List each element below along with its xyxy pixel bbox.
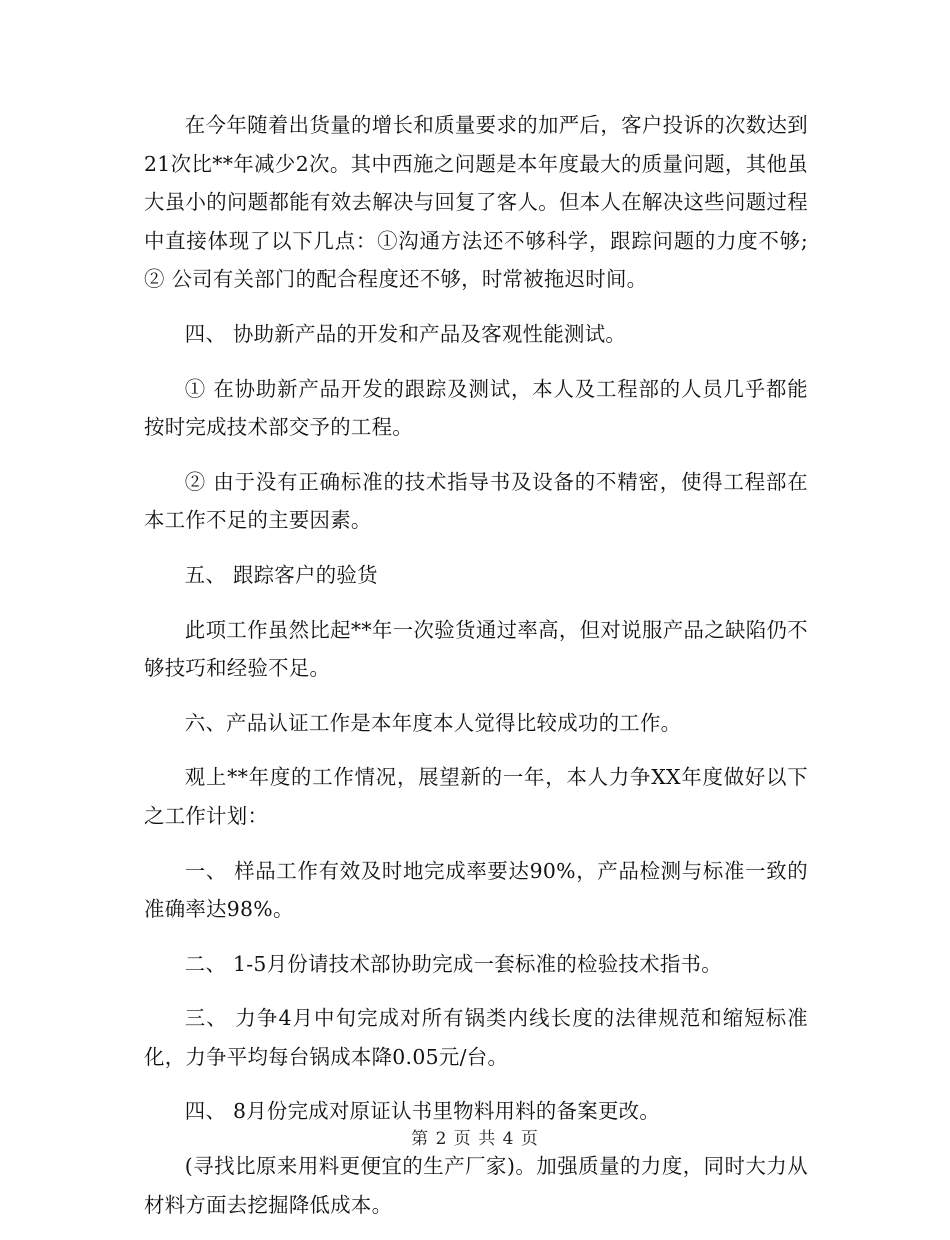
- paragraph-outlook: 观上**年度的工作情况，展望新的一年，本人力争XX年度做好以下之工作计划：: [144, 765, 808, 828]
- document-body: [144, 106, 808, 1240]
- paragraph-item-1: ① 在协助新产品开发的跟踪及测试，本人及工程部的人员几乎都能按时完成技术部交予的工程。: [144, 376, 808, 440]
- paragraph-section-six: 六、产品认证工作是本年度本人觉得比较成功的工作。: [184, 710, 682, 735]
- paragraph-plan-3: 三、 力争4月中旬完成对所有锅类内线长度的法律规范和缩短标准化，力争平均每台锅成本降0.05元/台。: [144, 1006, 808, 1069]
- paragraph-plan-4: 四、 8月份完成对原证认书里物料用料的备案更改。: [184, 1099, 661, 1124]
- paragraph-section-five: 五、 跟踪客户的验货: [184, 562, 378, 587]
- paragraph-section-four: 四、 协助新产品的开发和产品及客观性能测试。: [184, 321, 627, 346]
- paragraph-item-2: ② 由于没有正确标准的技术指导书及设备的不精密，使得工程部在本工作不足的主要因素。: [144, 469, 808, 533]
- paragraph-plan-2: 二、 1-5月份请技术部协助完成一套标准的检验技术指书。: [184, 951, 722, 976]
- paragraph-cost-reduction: (寻找比原来用料更便宜的生产厂家)。加强质量的力度，同时大力从材料方面去挖掘降低成本。: [144, 1154, 808, 1217]
- paragraph-inspection: 此项工作虽然比起**年一次验货通过率高，但对说服产品之缺陷仍不够技巧和经验不足。: [144, 617, 808, 681]
- paragraph-complaints: 在今年随着出货量的增长和质量要求的加严后，客户投诉的次数达到21次比**年减少2次。其中西施之问题是本年度最大的质量问题，其他虽大虽小的问题都能有效去解决与回复了客人。但本人在解决这些问题过程中直接体现了以下几点：①沟通方法还不够科学，跟踪问题的力度不够;② 公司有关部门的配合程度还不够，时常被拖迟时间。: [144, 113, 808, 292]
- page-number-footer: 第 2 页 共 4 页: [411, 1129, 539, 1149]
- paragraph-plan-1: 一、 样品工作有效及时地完成率要达90%，产品检测与标准一致的准确率达98%。: [144, 858, 808, 922]
